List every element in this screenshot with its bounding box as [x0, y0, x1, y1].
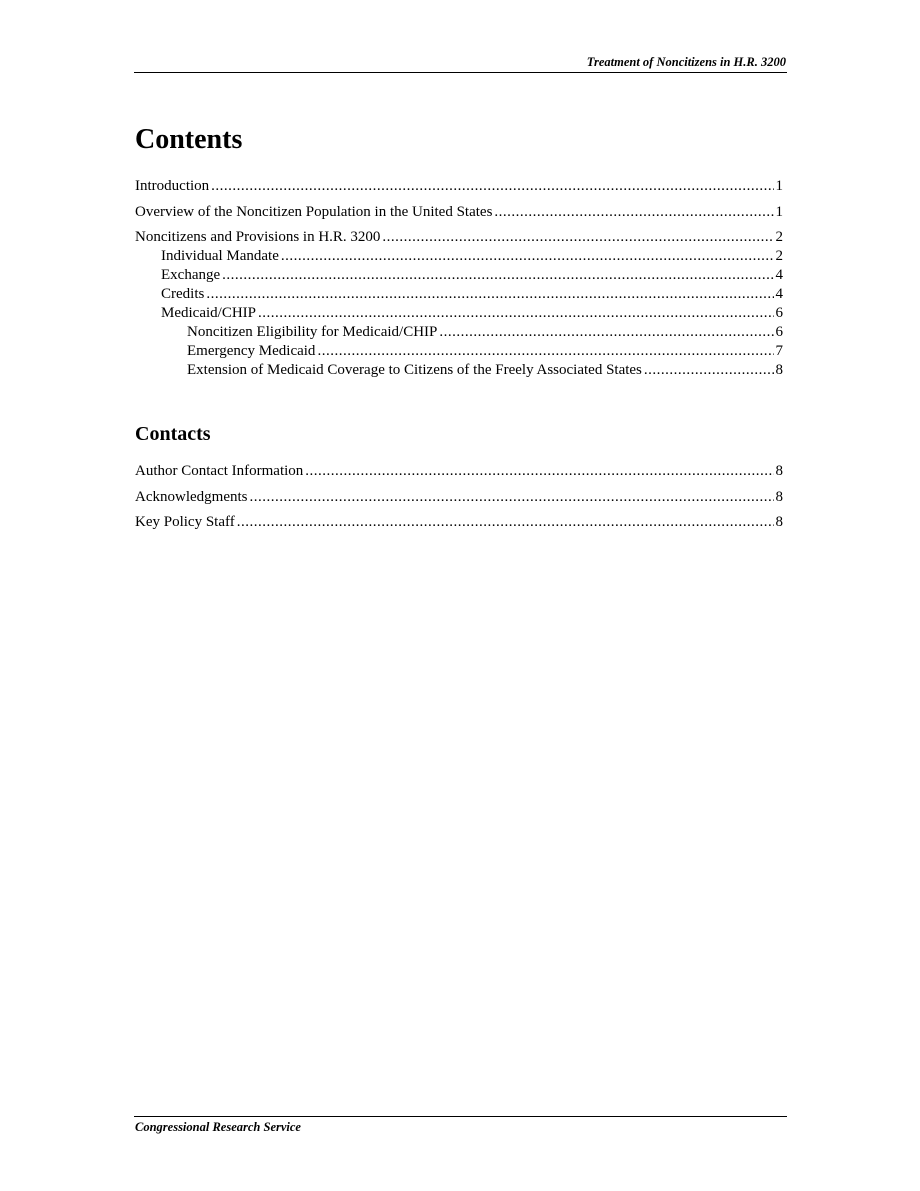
toc-entry-label: Acknowledgments — [135, 488, 248, 505]
dot-leader — [305, 462, 773, 481]
toc-entry-key-policy-staff[interactable] — [135, 513, 783, 532]
running-footer: Congressional Research Service — [135, 1120, 301, 1134]
running-header: Treatment of Noncitizens in H.R. 3200 — [586, 55, 786, 69]
dot-leader — [382, 228, 773, 247]
contents-toc — [135, 177, 783, 380]
toc-page-number: 7 — [775, 343, 783, 359]
dot-leader — [439, 323, 773, 342]
toc-entry-emergency-medicaid[interactable] — [135, 342, 783, 361]
toc-entry-introduction[interactable] — [135, 177, 783, 196]
dot-leader — [249, 488, 773, 507]
toc-page-number: 2 — [775, 248, 783, 264]
toc-page-number: 1 — [775, 178, 783, 194]
toc-entry-label: Extension of Medicaid Coverage to Citizens of the Freely Associated States — [187, 362, 642, 378]
toc-entry-noncitizen-eligibility[interactable] — [135, 323, 783, 342]
toc-page-number: 4 — [775, 267, 783, 283]
toc-entry-label: Introduction — [135, 178, 210, 194]
dot-leader — [237, 513, 774, 532]
toc-entry-credits[interactable] — [135, 285, 783, 304]
dot-leader — [206, 285, 773, 304]
toc-entry-label: Emergency Medicaid — [187, 343, 316, 359]
toc-page-number: 2 — [775, 229, 783, 245]
toc-page-number: 8 — [775, 514, 783, 530]
toc-entry-label: Overview of the Noncitizen Population in the United States — [135, 203, 493, 220]
dot-leader — [211, 177, 773, 196]
toc-entry-freely-associated-states[interactable] — [135, 361, 783, 380]
toc-entry-label: Author Contact Information — [135, 463, 304, 479]
toc-entry-label: Medicaid/CHIP — [161, 305, 256, 321]
toc-page-number: 8 — [775, 488, 783, 505]
contacts-heading: Contacts — [135, 423, 211, 445]
footer-rule — [134, 1116, 787, 1117]
toc-page-number: 1 — [775, 203, 783, 220]
toc-entry-label: Noncitizens and Provisions in H.R. 3200 — [135, 229, 381, 245]
toc-entry-acknowledgments[interactable] — [135, 488, 783, 507]
contents-heading: Contents — [135, 124, 243, 155]
toc-page-number: 8 — [775, 463, 783, 479]
toc-entry-label: Key Policy Staff — [135, 514, 235, 530]
dot-leader — [644, 361, 774, 380]
dot-leader — [281, 247, 774, 266]
dot-leader — [317, 342, 773, 361]
dot-leader — [258, 304, 774, 323]
dot-leader — [494, 203, 773, 222]
toc-entry-label: Noncitizen Eligibility for Medicaid/CHIP — [187, 324, 438, 340]
toc-page-number: 4 — [775, 286, 783, 302]
dot-leader — [222, 266, 773, 285]
toc-page-number: 6 — [775, 305, 783, 321]
toc-page-number: 6 — [775, 324, 783, 340]
toc-page-number: 8 — [775, 362, 783, 378]
toc-entry-noncitizens-provisions[interactable] — [135, 228, 783, 247]
toc-entry-overview[interactable] — [135, 203, 783, 222]
toc-entry-medicaid-chip[interactable] — [135, 304, 783, 323]
contacts-toc — [135, 462, 783, 539]
toc-entry-label: Credits — [161, 286, 205, 302]
toc-entry-label: Exchange — [161, 267, 221, 283]
toc-entry-author-contact[interactable] — [135, 462, 783, 481]
toc-entry-individual-mandate[interactable] — [135, 247, 783, 266]
toc-entry-exchange[interactable] — [135, 266, 783, 285]
toc-entry-label: Individual Mandate — [161, 248, 279, 264]
header-rule — [134, 72, 787, 73]
